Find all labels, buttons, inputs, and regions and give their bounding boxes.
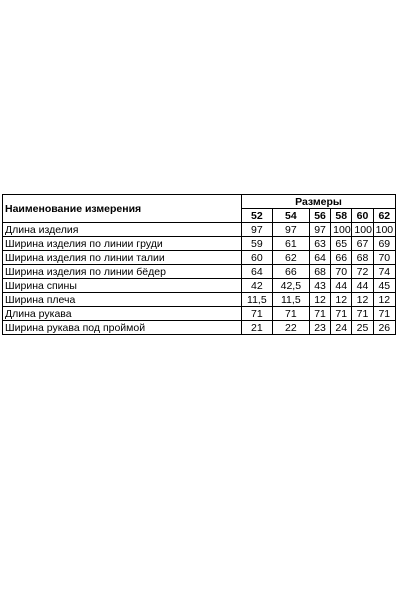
measurement-value: 100 <box>331 223 352 237</box>
header-row <box>3 195 396 209</box>
measurement-value: 42,5 <box>272 279 309 293</box>
measurement-name: Длина рукава <box>3 307 242 321</box>
measurement-value: 22 <box>272 321 309 335</box>
table-row <box>3 279 396 293</box>
measurement-value: 68 <box>309 265 330 279</box>
measurement-value: 11,5 <box>272 293 309 307</box>
measurement-value: 71 <box>373 307 395 321</box>
measurement-value: 97 <box>309 223 330 237</box>
measurement-value: 61 <box>272 237 309 251</box>
measurement-value: 25 <box>352 321 373 335</box>
measurement-name: Ширина рукава под проймой <box>3 321 242 335</box>
measurement-value: 70 <box>331 265 352 279</box>
table-row <box>3 293 396 307</box>
measurement-value: 64 <box>309 251 330 265</box>
measurement-value: 26 <box>373 321 395 335</box>
measurement-value: 44 <box>331 279 352 293</box>
size-header-cell: 56 <box>309 209 330 223</box>
measurement-value: 12 <box>352 293 373 307</box>
measurement-value: 44 <box>352 279 373 293</box>
measurement-name: Ширина спины <box>3 279 242 293</box>
table-row <box>3 321 396 335</box>
measurement-value: 71 <box>241 307 272 321</box>
measurement-value: 62 <box>272 251 309 265</box>
table-row <box>3 223 396 237</box>
size-header-cell: 60 <box>352 209 373 223</box>
measurement-value: 66 <box>331 251 352 265</box>
size-header-cell: 62 <box>373 209 395 223</box>
measurement-value: 11,5 <box>241 293 272 307</box>
measurement-name: Длина изделия <box>3 223 242 237</box>
measurement-value: 71 <box>352 307 373 321</box>
measurement-value: 42 <box>241 279 272 293</box>
measurement-value: 71 <box>272 307 309 321</box>
measurement-value: 24 <box>331 321 352 335</box>
measurement-value: 97 <box>272 223 309 237</box>
measurement-value: 59 <box>241 237 272 251</box>
measurement-value: 68 <box>352 251 373 265</box>
measurement-value: 74 <box>373 265 395 279</box>
size-header-cell: 58 <box>331 209 352 223</box>
measurement-value: 12 <box>331 293 352 307</box>
measurement-value: 97 <box>241 223 272 237</box>
measurement-name: Ширина изделия по линии груди <box>3 237 242 251</box>
measurement-name: Ширина изделия по линии бёдер <box>3 265 242 279</box>
measurement-value: 100 <box>352 223 373 237</box>
measurement-name: Ширина плеча <box>3 293 242 307</box>
size-chart-table <box>2 194 396 335</box>
table-row <box>3 237 396 251</box>
measurement-value: 67 <box>352 237 373 251</box>
measurement-value: 12 <box>373 293 395 307</box>
size-header-cell: 52 <box>241 209 272 223</box>
measurement-value: 71 <box>331 307 352 321</box>
measurement-value: 60 <box>241 251 272 265</box>
table-row <box>3 251 396 265</box>
measurement-value: 63 <box>309 237 330 251</box>
measurement-value: 72 <box>352 265 373 279</box>
measurement-value: 100 <box>373 223 395 237</box>
measurement-value: 66 <box>272 265 309 279</box>
measurement-value: 65 <box>331 237 352 251</box>
measurement-value: 69 <box>373 237 395 251</box>
measurement-value: 12 <box>309 293 330 307</box>
sizes-header: Размеры <box>241 195 395 209</box>
measurement-value: 71 <box>309 307 330 321</box>
size-header-cell: 54 <box>272 209 309 223</box>
measurement-value: 70 <box>373 251 395 265</box>
table-row <box>3 265 396 279</box>
measurement-value: 43 <box>309 279 330 293</box>
measurement-name-header: Наименование измерения <box>3 195 242 223</box>
measurement-value: 21 <box>241 321 272 335</box>
measurement-value: 45 <box>373 279 395 293</box>
measurement-value: 23 <box>309 321 330 335</box>
measurement-name: Ширина изделия по линии талии <box>3 251 242 265</box>
measurement-value: 64 <box>241 265 272 279</box>
table-row <box>3 307 396 321</box>
